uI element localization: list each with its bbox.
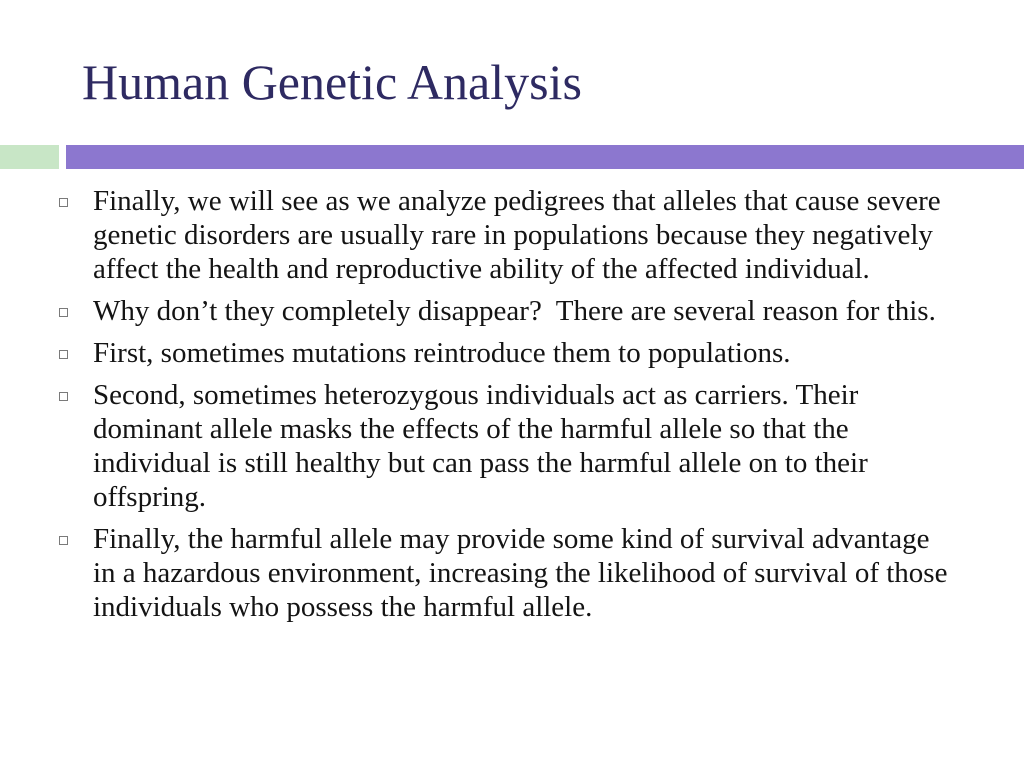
bullet-list — [58, 184, 958, 632]
bullet-text: Finally, the harmful allele may provide some kind of survival advantage in a hazardous environment, increasing the likelihood of survival of those individuals who possess the harmful allele. — [93, 523, 948, 623]
accent-bar-green — [0, 145, 59, 169]
bullet-item — [58, 336, 958, 370]
slide-title: Human Genetic Analysis — [82, 54, 582, 110]
square-bullet-icon — [59, 536, 68, 545]
square-bullet-icon — [59, 350, 68, 359]
accent-bar-purple — [66, 145, 1024, 169]
bullet-text: First, sometimes mutations reintroduce them to populations. — [93, 337, 791, 369]
bullet-item — [58, 522, 958, 624]
bullet-item — [58, 378, 958, 514]
square-bullet-icon — [59, 198, 68, 207]
bullet-text: Second, sometimes heterozygous individuals act as carriers. Their dominant allele masks the effects of the harmful allele so that the individual is still healthy but can pass the harmful allele on to their offspring. — [93, 379, 868, 513]
bullet-item — [58, 294, 958, 328]
square-bullet-icon — [59, 392, 68, 401]
bullet-text: Why don’t they completely disappear? There are several reason for this. — [93, 295, 936, 327]
square-bullet-icon — [59, 308, 68, 317]
bullet-item — [58, 184, 958, 286]
bullet-text: Finally, we will see as we analyze pedigrees that alleles that cause severe genetic disorders are usually rare in populations because they negatively affect the health and reproductive ability of the affected individual. — [93, 185, 941, 285]
